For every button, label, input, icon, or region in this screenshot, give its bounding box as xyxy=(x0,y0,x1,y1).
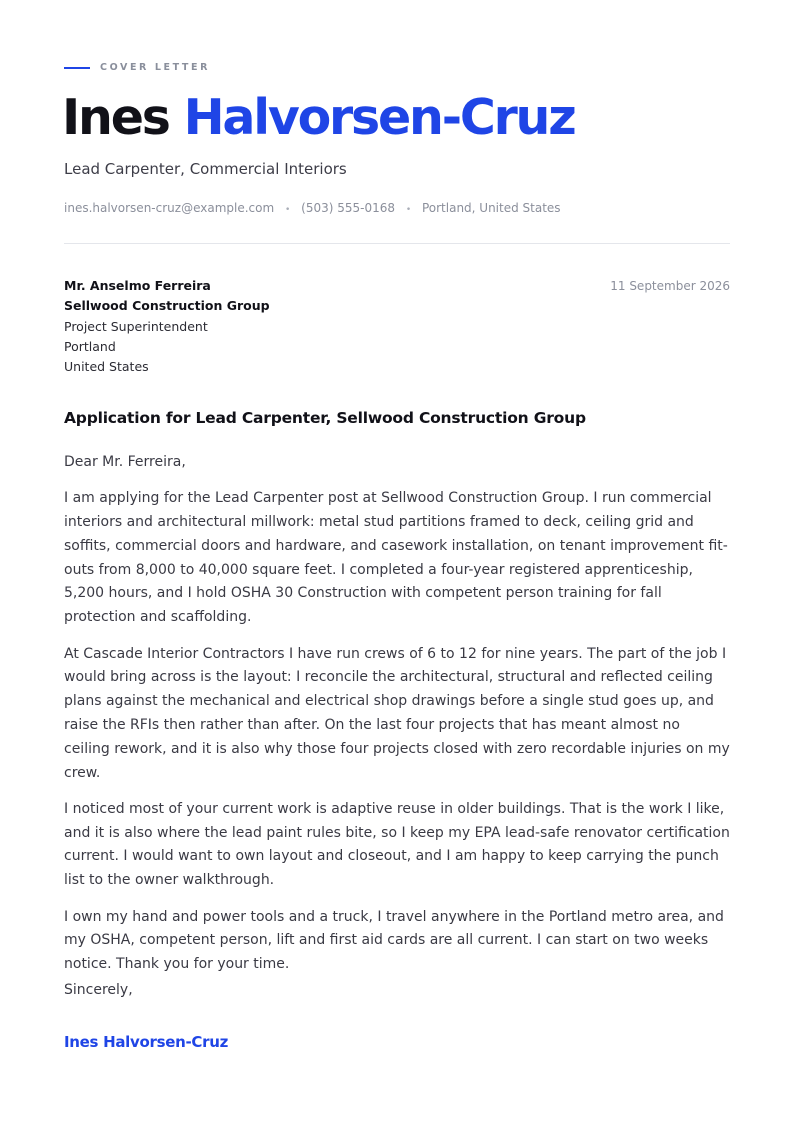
letter-subject: Application for Lead Carpenter, Sellwood Construction Group xyxy=(64,409,586,427)
recipient-city: Portland xyxy=(64,338,116,354)
contact-location: Portland, United States xyxy=(421,201,561,215)
recipient-country: United States xyxy=(64,359,149,375)
eyebrow xyxy=(64,62,210,73)
header-divider xyxy=(64,243,730,244)
contact-email: ines.halvorsen-cruz@example.com xyxy=(64,201,275,215)
body-paragraph: I own my hand and power tools and a truck, I travel anywhere in the Portland metro area, and my OSHA, competent person, lift and first aid cards are all current. I can start on two weeks notice. Thank you for your time. xyxy=(64,908,724,973)
recipient-block xyxy=(64,276,270,377)
body-paragraph: I am applying for the Lead Carpenter post at Sellwood Construction Group. I run commercial interiors and architectural millwork: metal stud partitions framed to deck, ceiling grid and soffits, commercial doors and hardware, and casework installation, on tenant improvement fit-outs from 8,000 to 40,000 square feet. I completed a four-year registered apprenticeship, 5,200 hours, and I hold OSHA 30 Construction with competent person training for fall protection and scaffolding. xyxy=(64,490,728,626)
closing: Sincerely, xyxy=(64,982,133,998)
letter-body xyxy=(64,451,730,989)
contact-separator: • xyxy=(405,205,412,215)
recipient-title: Project Superintendent xyxy=(64,318,208,334)
contact-line xyxy=(64,201,561,215)
applicant-role: Lead Carpenter, Commercial Interiors xyxy=(64,160,347,178)
body-paragraph: I noticed most of your current work is adaptive reuse in older buildings. That is the work I like, and it is also where the lead paint rules bite, so I keep my EPA lead-safe renovator certification current. I would want to own layout and closeout, and I am happy to keep carrying the punch list to the owner walkthrough. xyxy=(64,800,730,889)
letter-date: 11 September 2026 xyxy=(610,279,730,293)
recipient-company: Sellwood Construction Group xyxy=(64,298,270,314)
signature: Ines Halvorsen-Cruz xyxy=(64,1033,229,1051)
body-paragraph: At Cascade Interior Contractors I have run crews of 6 to 12 for nine years. The part of the job I would bring across is the layout: I reconcile the architectural, structural and reflected ceiling plans against the mechanical and electrical shop drawings before a single stud goes up, and raise the RFIs then rather than after. On the last four projects that has meant almost no ceiling rework, and it is also why those four projects closed with zero recordable injuries on my crew. xyxy=(64,645,730,781)
contact-separator: • xyxy=(285,205,291,215)
salutation: Dear Mr. Ferreira, xyxy=(64,454,186,470)
contact-phone: (503) 555-0168 xyxy=(301,201,395,215)
last-name: Halvorsen-Cruz xyxy=(183,89,575,146)
eyebrow-accent-line xyxy=(64,67,90,69)
first-name: Ines xyxy=(62,89,169,146)
recipient-name: Mr. Anselmo Ferreira xyxy=(64,278,211,293)
eyebrow-label: COVER LETTER xyxy=(100,62,210,73)
applicant-name xyxy=(62,89,575,147)
